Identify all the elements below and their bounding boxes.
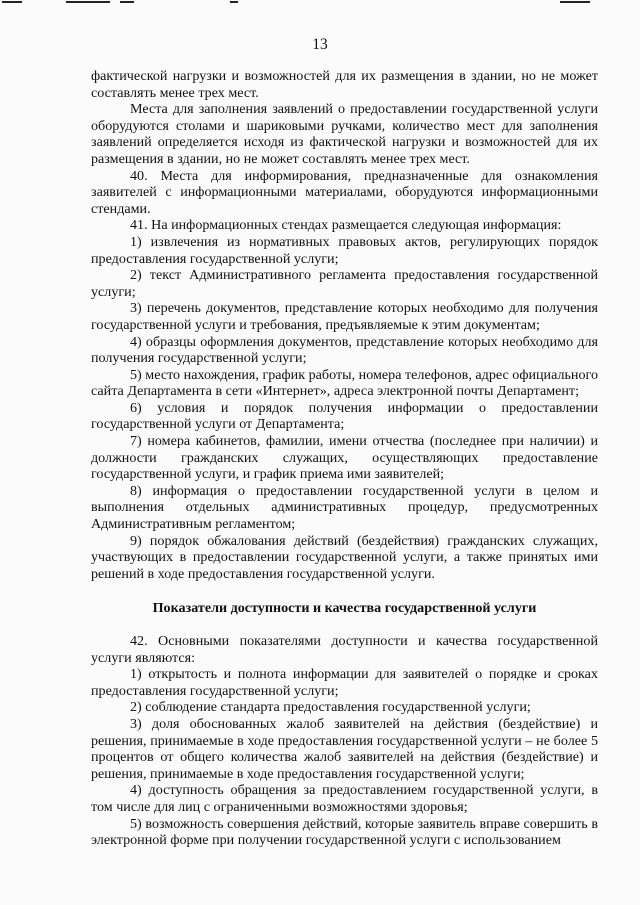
list-item: 1) открытость и полнота информации для заявителей о порядке и сроках предоставления государственной услуги; [91,666,598,699]
list-item: 1) извлечения из нормативных правовых актов, регулирующих порядок предоставления государственной услуги; [91,233,598,267]
list-item: 5) место нахождения, график работы, номера телефонов, адрес официального сайта Департамента в сети «Интернет», адреса электронной почты Департамент; [91,366,598,400]
paragraph-item-42: 42. Основными показателями доступности и качества государственной услуги являются: [91,633,598,666]
section-heading: Показатели доступности и качества государственной услуги [152,600,537,617]
scan-edge-marks [0,0,640,8]
paragraph: фактической нагрузки и возможностей для их размещения в здании, но не может составлять менее трех мест. [91,68,598,101]
list-item: 2) соблюдение стандарта предоставления государственной услуги; [130,699,531,716]
paragraph-item-41: 41. На информационных стендах размещается следующая информация: [130,217,562,234]
list-item: 3) доля обоснованных жалоб заявителей на действия (бездействие) и решения, принимаемые в ходе предоставления государственной услуги – не более 5 процентов от общего количества жалоб заявителей на действия (бездействие) и решения, принимаемые в ходе предоставления государственной услуги; [91,715,598,782]
list-item: 5) возможность совершения действий, которые заявитель вправе совершить в электронной форме при получении государственной услуги с использованием [91,815,598,849]
paragraph-item-40: 40. Места для информирования, предназначенные для ознакомления заявителей с информационными материалами, оборудуются информационными стендами. [91,167,598,217]
paragraph: Места для заполнения заявлений о предоставлении государственной услуги оборудуются столами и шариковыми ручками, количество мест для заполнения заявлений определяется исходя из фактической нагрузки и возможностей для их размещения в здании, но не может составлять менее трех мест. [91,101,598,167]
list-item: 4) доступность обращения за предоставлением государственной услуги, в том числе для лиц с ограниченными возможностями здоровья; [91,782,598,815]
list-item: 4) образцы оформления документов, представление которых необходимо для получения государственной услуги; [91,333,598,367]
list-item: 7) номера кабинетов, фамилии, имени отчества (последнее при наличии) и должности гражданских служащих, осуществляющих предоставление государственной услуги, и график приема ими заявителей; [91,433,598,483]
list-item: 6) условия и порядок получения информации о предоставлении государственной услуги от Департамента; [91,399,598,433]
list-item: 3) перечень документов, представление которых необходимо для получения государственной услуги и требования, предъявляемые к этим документам; [91,300,598,333]
document-body [91,68,598,849]
list-item: 8) информация о предоставлении государственной услуги в целом и выполнения отдельных административных процедур, предусмотренных Административным регламентом; [91,482,598,533]
page-number: 13 [312,36,328,53]
list-item: 9) порядок обжалования действий (бездействия) гражданских служащих, участвующих в предоставлении государственной услуги, а также принятых ими решений в ходе предоставления государственной услуги. [91,532,598,582]
list-item: 2) текст Административного регламента предоставления государственной услуги; [91,267,598,300]
